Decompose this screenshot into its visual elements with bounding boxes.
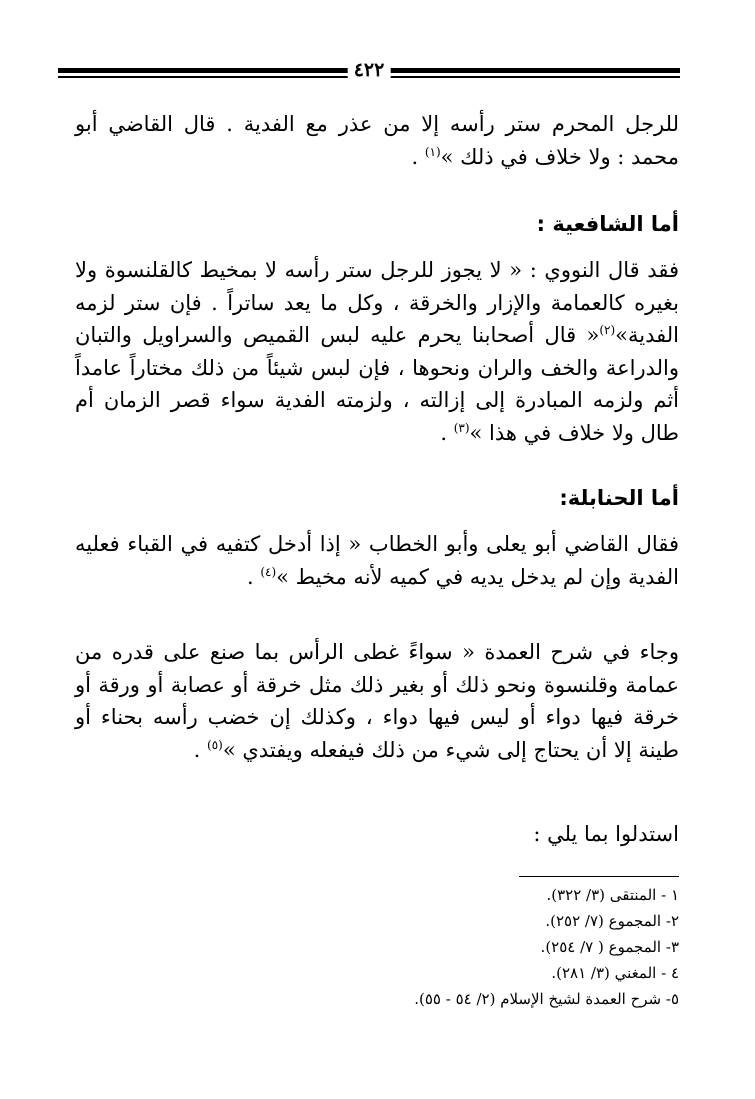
footnote-ref: (٣) [453,420,470,435]
paragraph-text: استدلوا بما يلي : [533,822,679,846]
footnotes-rule [519,876,679,877]
paragraph-maliki [75,108,679,173]
paragraph-text: فقال القاضي أبو يعلى وأبو الخطاب « إذا أدخل كتفيه في القباء فعليه الفدية وإن لم يدخل يديه في كميه لأنه مخيط » [75,532,679,589]
footnote: ٤ - المغني (٣/ ٢٨١). [551,964,679,982]
heading-shafii: أما الشافعية : [536,212,679,236]
paragraph-shafii [75,254,679,449]
paragraph-text: فقد قال النووي : « لا يجوز للرجل ستر رأسه لا بمخيط كالقلنسوة ولا بغيره كالعمامة والإزار والخرقة ، وكل ما يعد ساتراً . فإن ستر لزمه الفدية» [75,258,679,348]
footnote: ٣- المجموع ( ٧/ ٢٥٤). [540,938,679,956]
footnote-ref: (٤) [260,564,277,579]
page-header [58,58,680,88]
page-number: ٤٢٢ [348,58,391,82]
paragraph-text: وجاء في شرح العمدة « سواءً غطى الرأس بما صنع على قدره من عمامة وقلنسوة ونحو ذلك أو بغير ذلك مثل خرقة أو عصابة أو ورقة أو خرقة فيها دواء أو ليس فيها دواء ، وكذلك إن خضب رأسه بحناء أو طينة إلا أن يحتاج إلى شيء من ذلك فيفعله ويفتدي » [75,640,679,762]
paragraph-text: « قال أصحابنا يحرم عليه لبس القميص والسراويل والتبان والدراعة والخف والران ونحوها ، فإن لبس شيئاً من ذلك مختاراً عامداً أثم ولزمه المبادرة إلى إزالته ، ولزمته الفدية سواء قصر الزمان أم طال ولا خلاف في هذا » [75,323,679,445]
paragraph-end: . [193,737,208,762]
footnote: ٥- شرح العمدة لشيخ الإسلام (٢/ ٥٤ - ٥٥). [414,990,679,1008]
paragraph-text: للرجل المحرم ستر رأسه إلا من عذر مع الفدية . قال القاضي أبو محمد : ولا خلاف في ذلك » [75,112,679,169]
footnote: ٢- المجموع (٧/ ٢٥٢). [545,912,679,930]
footnote-ref: (٢) [599,323,616,338]
paragraph-umda [75,636,679,766]
footnote-ref: (٥) [207,737,223,752]
paragraph-end: . [246,564,261,589]
heading-hanabila: أما الحنابلة: [559,486,679,510]
paragraph-evidence [75,818,679,851]
footnotes [75,882,679,1012]
paragraph-end: . [411,144,425,169]
footnote: ١ - المنتقى (٣/ ٣٢٢). [546,886,679,904]
footnote-ref: (١) [424,144,441,159]
paragraph-end: . [440,420,454,445]
paragraph-hanabila [75,528,679,593]
